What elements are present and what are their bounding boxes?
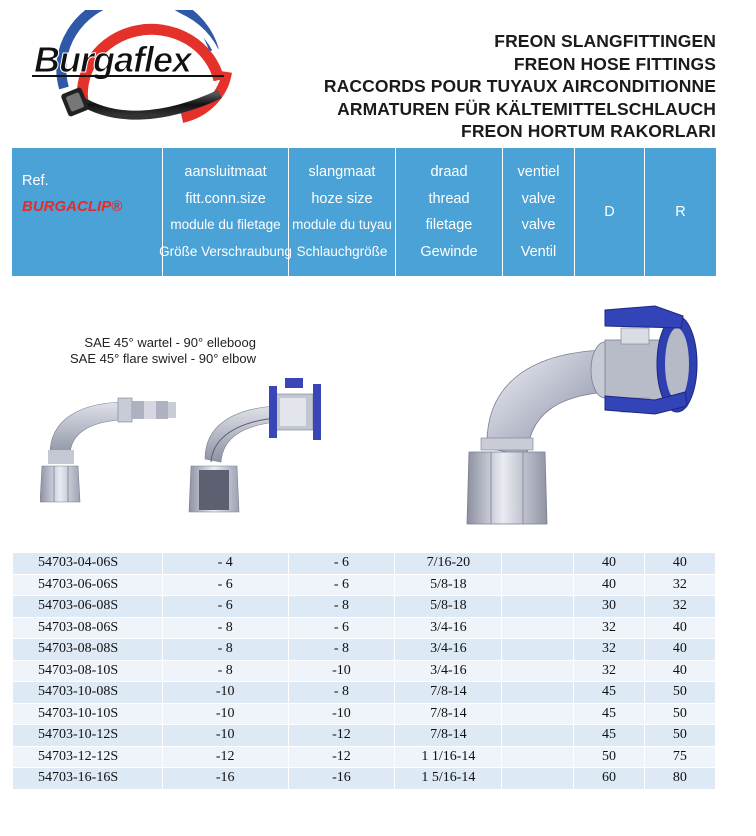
cell-conn: - 6: [162, 596, 288, 618]
cell-r: 40: [644, 660, 715, 682]
title-block: [324, 30, 716, 143]
product-caption: [70, 335, 256, 367]
cell-thread: 7/8-14: [395, 703, 502, 725]
cell-ref: 54703-08-10S: [13, 660, 163, 682]
cell-d: 45: [574, 725, 644, 747]
cell-r: 32: [644, 574, 715, 596]
header-valve-nl: ventiel: [517, 164, 560, 180]
cell-d: 50: [574, 746, 644, 768]
cell-hose: -12: [288, 725, 395, 747]
table-row: [13, 574, 716, 596]
cell-d: 40: [574, 574, 644, 596]
table-row: [13, 725, 716, 747]
cutaway-fitting-image: [185, 374, 335, 514]
cell-thread: 5/8-18: [395, 574, 502, 596]
cell-d: 40: [574, 553, 644, 575]
cell-hose: -16: [288, 768, 395, 790]
header-thread-nl: draad: [430, 164, 468, 180]
header-hose-fr: module du tuyau: [292, 217, 392, 232]
cell-ref: 54703-06-08S: [13, 596, 163, 618]
header-conn-fr: module du filetage: [170, 217, 281, 232]
cell-ref: 54703-08-06S: [13, 617, 163, 639]
header-conn-nl: aansluitmaat: [184, 164, 267, 180]
caption-nl: SAE 45° wartel - 90° elleboog: [84, 335, 256, 350]
cell-thread: 5/8-18: [395, 596, 502, 618]
cell-valve: [502, 639, 574, 661]
header-hose: [289, 148, 396, 276]
table-row: [13, 617, 716, 639]
cell-valve: [502, 660, 574, 682]
header-conn-en: fitt.conn.size: [185, 190, 266, 207]
cell-conn: - 8: [162, 617, 288, 639]
table-row: [13, 768, 716, 790]
cell-d: 60: [574, 768, 644, 790]
cell-conn: - 6: [162, 574, 288, 596]
cell-valve: [502, 682, 574, 704]
cell-hose: - 8: [288, 596, 395, 618]
cell-hose: - 6: [288, 617, 395, 639]
header-hose-nl: slangmaat: [308, 164, 376, 180]
cell-hose: - 6: [288, 574, 395, 596]
cell-hose: - 8: [288, 682, 395, 704]
cell-hose: - 6: [288, 553, 395, 575]
cell-valve: [502, 725, 574, 747]
cell-thread: 3/4-16: [395, 617, 502, 639]
title-tr: FREON HORTUM RAKORLARI: [461, 121, 716, 141]
cell-hose: -10: [288, 703, 395, 725]
cell-thread: 7/8-14: [395, 725, 502, 747]
title-fr: RACCORDS POUR TUYAUX AIRCONDITIONNE: [323, 76, 716, 96]
large-fitting-image: [455, 288, 725, 536]
header-thread: [396, 148, 503, 276]
header-valve-fr: valve: [521, 217, 556, 233]
table-header: [12, 148, 716, 276]
svg-text:Burgaflex: Burgaflex: [34, 39, 192, 80]
title-en: FREON HOSE FITTINGS: [513, 53, 716, 74]
table-row: [13, 703, 716, 725]
cell-r: 40: [644, 617, 715, 639]
header-valve-de: Ventil: [520, 243, 557, 260]
caption-en: SAE 45° flare swivel - 90° elbow: [70, 351, 256, 366]
header-hose-de: Schlauchgröße: [296, 243, 388, 259]
cell-ref: 54703-10-12S: [13, 725, 163, 747]
cell-conn: - 8: [162, 660, 288, 682]
cell-conn: -16: [162, 768, 288, 790]
cell-r: 32: [644, 596, 715, 618]
header-thread-fr: filetage: [425, 217, 473, 233]
header-d: [575, 148, 645, 276]
cell-hose: -12: [288, 746, 395, 768]
cell-ref: 54703-12-12S: [13, 746, 163, 768]
cell-d: 45: [574, 682, 644, 704]
cell-valve: [502, 574, 574, 596]
cell-d: 32: [574, 660, 644, 682]
cell-d: 32: [574, 639, 644, 661]
table-row: [13, 660, 716, 682]
burgaclip-brand: BURGACLIP®: [22, 197, 123, 215]
cell-valve: [502, 553, 574, 575]
cell-conn: - 4: [162, 553, 288, 575]
cell-valve: [502, 703, 574, 725]
table-row: [13, 553, 716, 575]
header-r-label: R: [675, 203, 686, 220]
header-thread-de: Gewinde: [420, 243, 478, 260]
cell-hose: -10: [288, 660, 395, 682]
cell-r: 50: [644, 682, 715, 704]
cell-r: 50: [644, 725, 715, 747]
cell-thread: 1 1/16-14: [395, 746, 502, 768]
cell-conn: -10: [162, 725, 288, 747]
header-thread-en: thread: [428, 190, 470, 207]
cell-ref: 54703-08-08S: [13, 639, 163, 661]
cell-conn: -10: [162, 703, 288, 725]
header-d-label: D: [604, 203, 615, 220]
cell-r: 40: [644, 639, 715, 661]
fitting-table: [12, 552, 716, 790]
cell-thread: 7/8-14: [395, 682, 502, 704]
cell-conn: - 8: [162, 639, 288, 661]
table-row: [13, 746, 716, 768]
burgaflex-logo: [14, 10, 244, 138]
cell-thread: 3/4-16: [395, 660, 502, 682]
header-ref: [12, 148, 163, 276]
cell-r: 80: [644, 768, 715, 790]
header-conn: [159, 148, 292, 276]
cell-ref: 54703-10-08S: [13, 682, 163, 704]
header-valve: [503, 148, 575, 276]
cell-ref: 54703-04-06S: [13, 553, 163, 575]
cell-thread: 3/4-16: [395, 639, 502, 661]
table-row: [13, 682, 716, 704]
cell-ref: 54703-06-06S: [13, 574, 163, 596]
header-hose-en: hoze size: [311, 190, 373, 207]
header-conn-de: Größe Verschraubung: [159, 243, 292, 259]
table-row: [13, 639, 716, 661]
cell-conn: -10: [162, 682, 288, 704]
header-ref-label: Ref.: [22, 173, 49, 189]
cell-valve: [502, 617, 574, 639]
cell-hose: - 8: [288, 639, 395, 661]
header-r: [645, 148, 716, 276]
cell-r: 75: [644, 746, 715, 768]
title-de: ARMATUREN FÜR KÄLTEMITTELSCHLAUCH: [337, 98, 716, 119]
cell-valve: [502, 746, 574, 768]
cell-ref: 54703-16-16S: [13, 768, 163, 790]
cell-ref: 54703-10-10S: [13, 703, 163, 725]
elbow-fitting-image: [40, 384, 180, 514]
cell-valve: [502, 596, 574, 618]
cell-r: 50: [644, 703, 715, 725]
cell-thread: 7/16-20: [395, 553, 502, 575]
header-valve-en: valve: [521, 190, 556, 207]
cell-r: 40: [644, 553, 715, 575]
cell-d: 30: [574, 596, 644, 618]
title-nl: FREON SLANGFITTINGEN: [494, 31, 716, 51]
cell-d: 45: [574, 703, 644, 725]
cell-d: 32: [574, 617, 644, 639]
table-row: [13, 596, 716, 618]
cell-thread: 1 5/16-14: [395, 768, 502, 790]
cell-conn: -12: [162, 746, 288, 768]
cell-valve: [502, 768, 574, 790]
